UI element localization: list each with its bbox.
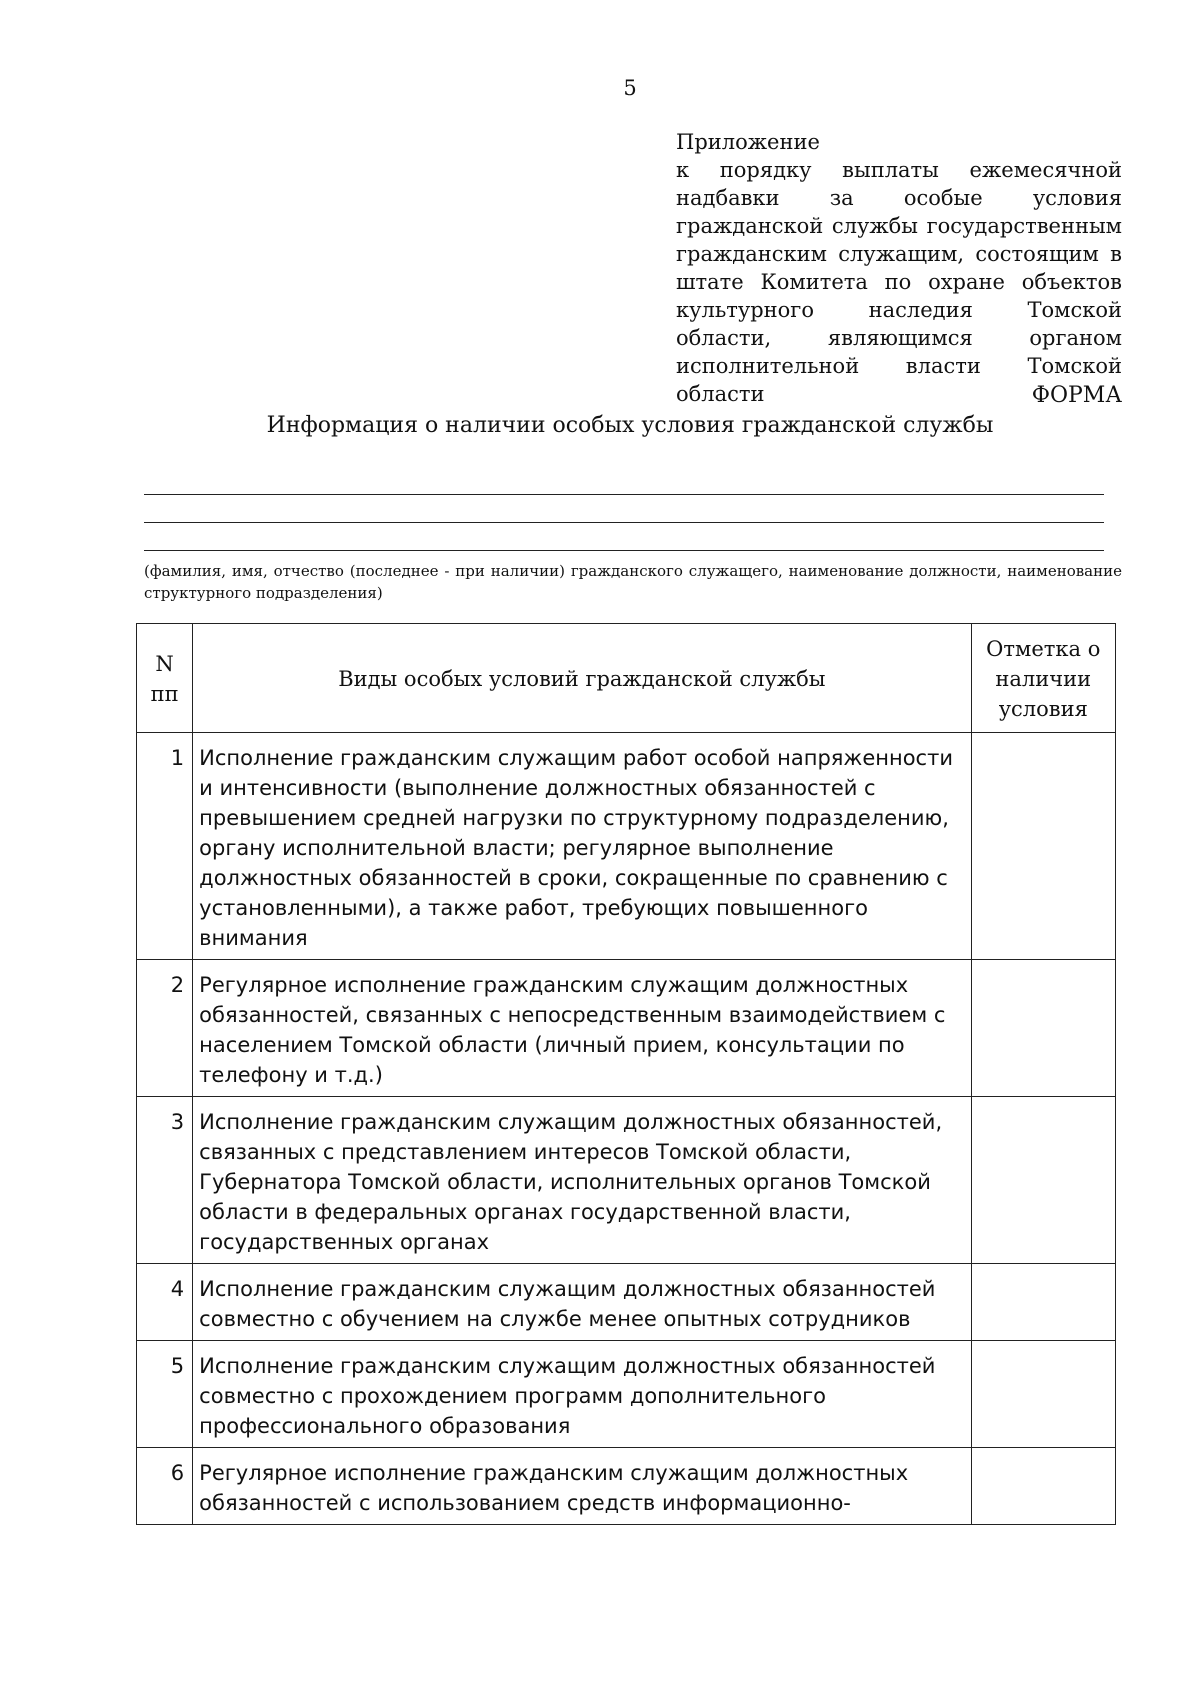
row-number: 2 (137, 960, 193, 1097)
row-description: Регулярное исполнение гражданским служащим должностных обязанностей с использованием средств информационно- (193, 1448, 971, 1525)
row-description: Регулярное исполнение гражданским служащим должностных обязанностей, связанных с непосредственным взаимодействием с населением Томской области (личный прием, консультации по телефону и т.д.) (193, 960, 971, 1097)
row-mark-cell[interactable] (971, 1264, 1115, 1341)
row-mark-cell[interactable] (971, 1448, 1115, 1525)
table-row (137, 1341, 1116, 1448)
fill-in-caption: (фамилия, имя, отчество (последнее - при наличии) гражданского служащего, наименование должности, наименование структурного подразделения) (144, 562, 1122, 602)
row-description: Исполнение гражданским служащим должностных обязанностей, связанных с представлением интересов Томской области, Губернатора Томской области, исполнительных органов Томской области в федеральных органах государственной власти, государственных органах (193, 1097, 971, 1264)
header-condition-type: Виды особых условий гражданской службы (193, 624, 971, 733)
appendix-title: Приложение (676, 130, 820, 154)
row-mark-cell[interactable] (971, 733, 1115, 960)
appendix-text: к порядку выплаты ежемесячной надбавки за особые условия гражданской службы государственным гражданским служащим, состоящим в штате Комитета по охране объектов культурного наследия Томской области, являющимся органом исполнительной власти Томской области (676, 158, 1122, 406)
page-number: 5 (623, 76, 637, 100)
row-description: Исполнение гражданским служащим должностных обязанностей совместно с обучением на службе менее опытных сотрудников (193, 1264, 971, 1341)
table-header-row (137, 624, 1116, 733)
row-number: 5 (137, 1341, 193, 1448)
appendix-block (676, 128, 1122, 408)
row-number: 3 (137, 1097, 193, 1264)
row-number: 6 (137, 1448, 193, 1525)
header-number: N пп (137, 624, 193, 733)
fill-in-line-2 (144, 522, 1104, 523)
row-number: 1 (137, 733, 193, 960)
conditions-table (136, 623, 1116, 1525)
row-mark-cell[interactable] (971, 1097, 1115, 1264)
row-mark-cell[interactable] (971, 960, 1115, 1097)
header-mark: Отметка о наличии условия (971, 624, 1115, 733)
table-row (137, 733, 1116, 960)
row-description: Исполнение гражданским служащим работ особой напряженности и интенсивности (выполнение должностных обязанностей с превышением средней нагрузки по структурному подразделению, органу исполнительной власти; регулярное выполнение должностных обязанностей в сроки, сокращенные по сравнению с установленными), а также работ, требующих повышенного внимания (193, 733, 971, 960)
row-number: 4 (137, 1264, 193, 1341)
table-row (137, 1097, 1116, 1264)
row-description: Исполнение гражданским служащим должностных обязанностей совместно с прохождением программ дополнительного профессионального образования (193, 1341, 971, 1448)
fill-in-line-1 (144, 494, 1104, 495)
document-title: Информация о наличии особых условия гражданской службы (266, 413, 994, 438)
table-row (137, 1264, 1116, 1341)
table-row (137, 960, 1116, 1097)
table-row (137, 1448, 1116, 1525)
row-mark-cell[interactable] (971, 1341, 1115, 1448)
form-label: ФОРМА (1031, 383, 1122, 408)
fill-in-line-3 (144, 550, 1104, 551)
